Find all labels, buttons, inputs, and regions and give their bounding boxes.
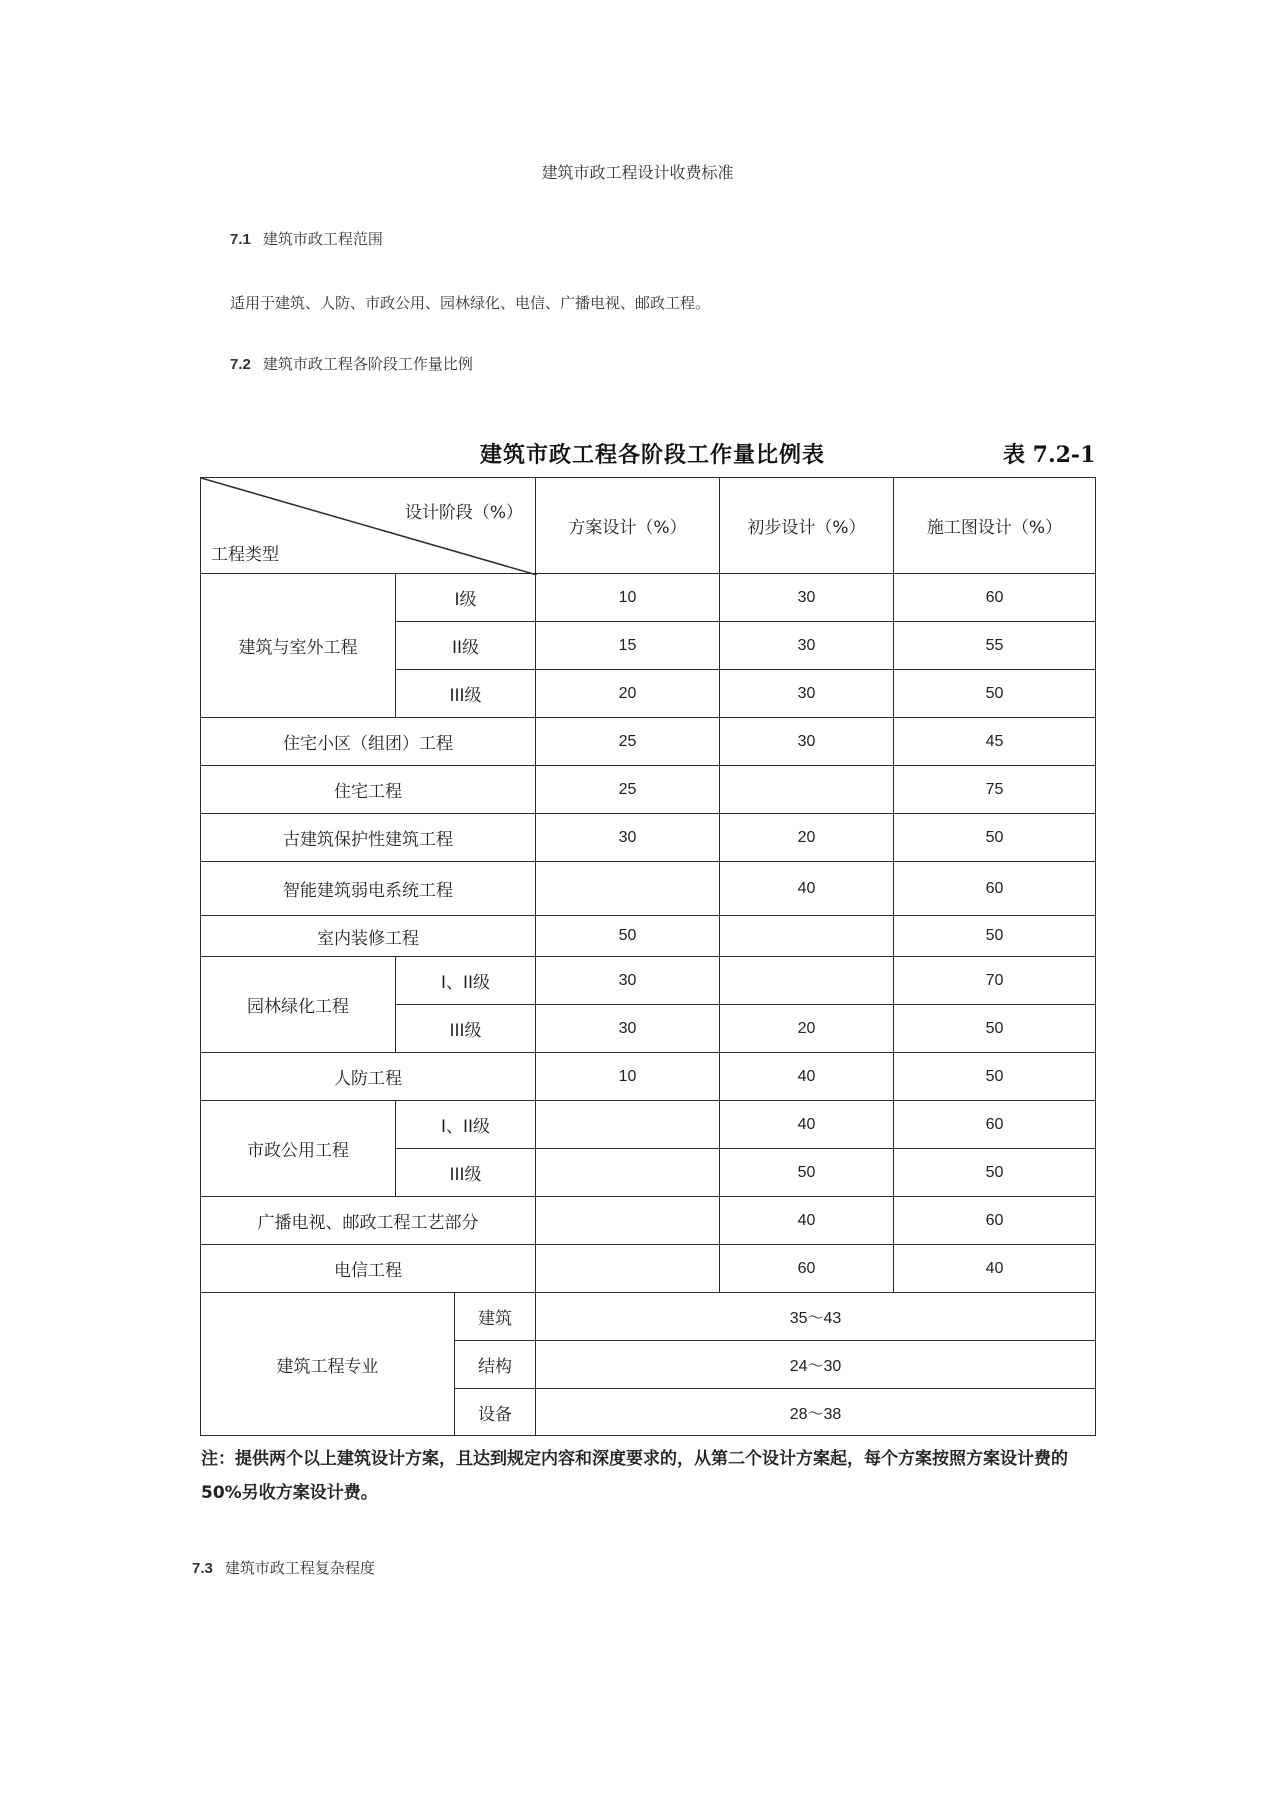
section-title: 建筑市政工程各阶段工作量比例 (262, 355, 473, 373)
cell-preliminary: 40 (719, 1196, 894, 1245)
cell-preliminary: 40 (719, 1100, 894, 1149)
row-label: 电信工程 (200, 1244, 536, 1293)
row-label: 智能建筑弱电系统工程 (200, 861, 536, 916)
cell-construction: 55 (893, 621, 1096, 670)
specialty-value-arch: 35～43 (535, 1292, 1096, 1341)
cell-preliminary: 30 (719, 717, 894, 766)
table-note: 注：提供两个以上建筑设计方案，且达到规定内容和深度要求的，从第二个设计方案起，每个方案按照方案设计费的 50%另收方案设计费。 (201, 1449, 1068, 1503)
row-label: 古建筑保护性建筑工程 (200, 813, 536, 862)
cell-preliminary: 40 (719, 861, 894, 916)
cell-scheme: 15 (535, 621, 720, 670)
section-number: 7.3 (192, 1560, 213, 1577)
row-label: 广播电视、邮政工程工艺部分 (200, 1196, 536, 1245)
cell-construction: 50 (893, 1052, 1096, 1101)
cell-preliminary: 50 (719, 1148, 894, 1197)
cell-preliminary: 60 (719, 1244, 894, 1293)
cell-scheme: 25 (535, 717, 720, 766)
group-label-building-outdoor: 建筑与室外工程 (200, 573, 396, 718)
workload-ratio-table (201, 478, 1096, 1436)
cell-construction: 75 (893, 765, 1096, 814)
cell-scheme: 30 (535, 813, 720, 862)
cell-scheme: 30 (535, 956, 720, 1005)
row-label: 人防工程 (200, 1052, 536, 1101)
cell-preliminary: 20 (719, 1004, 894, 1053)
specialty-label-struct: 结构 (454, 1340, 536, 1389)
cell-scheme: 10 (535, 1052, 720, 1101)
group-label-specialty: 建筑工程专业 (200, 1292, 455, 1436)
cell-scheme: 20 (535, 669, 720, 718)
row-sub-label: III级 (395, 1148, 536, 1197)
section-number: 7.2 (230, 356, 251, 373)
corner-label-design-stage: 设计阶段（%） (404, 503, 523, 523)
cell-preliminary (719, 956, 894, 1005)
group-label-municipal: 市政公用工程 (200, 1100, 396, 1197)
cell-preliminary: 30 (719, 669, 894, 718)
cell-preliminary (719, 765, 894, 814)
header-construction-design: 施工图设计（%） (893, 477, 1096, 574)
cell-scheme: 30 (535, 1004, 720, 1053)
section-number: 7.1 (230, 231, 251, 248)
header-preliminary-design: 初步设计（%） (719, 477, 894, 574)
cell-construction: 60 (893, 1196, 1096, 1245)
row-sub-label: II级 (395, 621, 536, 670)
cell-construction: 45 (893, 717, 1096, 766)
cell-construction: 50 (893, 1004, 1096, 1053)
cell-construction: 50 (893, 669, 1096, 718)
row-sub-label: I级 (395, 573, 536, 622)
cell-scheme (535, 1148, 720, 1197)
scope-paragraph: 适用于建筑、人防、市政公用、园林绿化、电信、广播电视、邮政工程。 (230, 294, 711, 312)
cell-scheme (535, 1196, 720, 1245)
section-heading-7-3 (192, 1557, 375, 1578)
row-sub-label: III级 (395, 1004, 536, 1053)
section-title: 建筑市政工程范围 (262, 230, 383, 248)
cell-construction: 50 (893, 915, 1096, 957)
table-corner-header (200, 477, 536, 574)
table-number: 表 7.2-1 (1003, 442, 1096, 468)
cell-scheme: 25 (535, 765, 720, 814)
row-label: 住宅小区（组团）工程 (200, 717, 536, 766)
cell-construction: 40 (893, 1244, 1096, 1293)
header-scheme-design: 方案设计（%） (535, 477, 720, 574)
section-heading-7-2 (230, 353, 473, 374)
row-sub-label: I、II级 (395, 1100, 536, 1149)
cell-construction: 60 (893, 861, 1096, 916)
cell-construction: 50 (893, 1148, 1096, 1197)
cell-scheme (535, 1100, 720, 1149)
specialty-label-equip: 设备 (454, 1388, 536, 1436)
specialty-label-arch: 建筑 (454, 1292, 536, 1341)
cell-preliminary: 20 (719, 813, 894, 862)
cell-preliminary (719, 915, 894, 957)
row-label: 住宅工程 (200, 765, 536, 814)
cell-construction: 60 (893, 1100, 1096, 1149)
row-sub-label: III级 (395, 669, 536, 718)
section-title: 建筑市政工程复杂程度 (224, 1559, 375, 1577)
cell-construction: 60 (893, 573, 1096, 622)
cell-scheme: 50 (535, 915, 720, 957)
row-label: 室内装修工程 (200, 915, 536, 957)
document-title: 建筑市政工程设计收费标准 (541, 163, 734, 182)
corner-label-project-type: 工程类型 (211, 545, 279, 565)
cell-scheme (535, 1244, 720, 1293)
table-title: 建筑市政工程各阶段工作量比例表 (480, 442, 826, 468)
row-sub-label: I、II级 (395, 956, 536, 1005)
group-label-landscape: 园林绿化工程 (200, 956, 396, 1053)
cell-construction: 50 (893, 813, 1096, 862)
specialty-value-equip: 28～38 (535, 1388, 1096, 1436)
cell-scheme (535, 861, 720, 916)
specialty-value-struct: 24～30 (535, 1340, 1096, 1389)
cell-construction: 70 (893, 956, 1096, 1005)
section-heading-7-1 (230, 228, 383, 249)
cell-preliminary: 40 (719, 1052, 894, 1101)
cell-scheme: 10 (535, 573, 720, 622)
cell-preliminary: 30 (719, 573, 894, 622)
cell-preliminary: 30 (719, 621, 894, 670)
